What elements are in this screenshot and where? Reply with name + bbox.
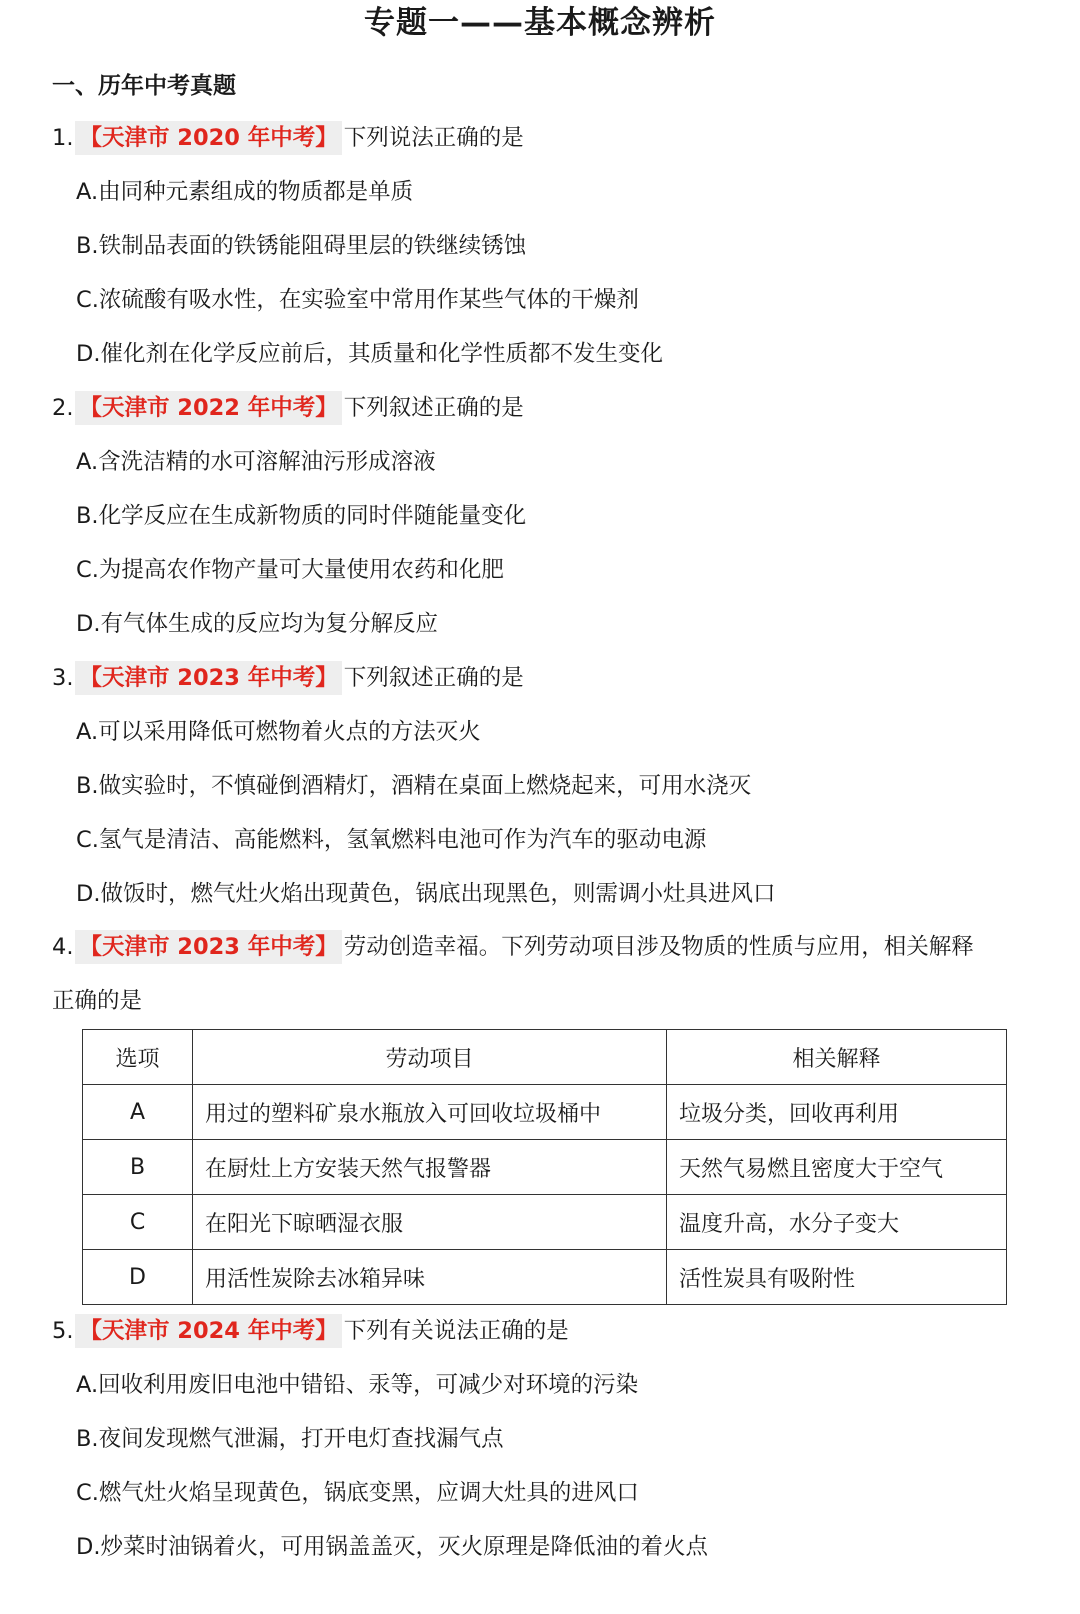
question-text: 下列叙述正确的是 [343, 665, 524, 691]
option: B.夜间发现燃气泄漏，打开电灯查找漏气点 [76, 1426, 504, 1452]
question-number: 2. [52, 395, 74, 421]
question-text: 下列有关说法正确的是 [343, 1318, 569, 1344]
option: A.含洗洁精的水可溶解油污形成溶液 [76, 449, 436, 475]
table-header-row [83, 1030, 1007, 1085]
option: D.有气体生成的反应均为复分解反应 [76, 611, 438, 637]
question-1-stem [52, 118, 524, 158]
table-header: 劳动项目 [193, 1030, 667, 1085]
table-row [83, 1195, 1007, 1250]
section-heading: 一、历年中考真题 [52, 73, 236, 99]
table-header: 选项 [83, 1030, 193, 1085]
table-cell: 垃圾分类，回收再利用 [667, 1085, 1007, 1140]
table-cell: 用过的塑料矿泉水瓶放入可回收垃圾桶中 [193, 1085, 667, 1140]
table-cell: D [83, 1250, 193, 1305]
source-tag: 【天津市 2023 年中考】 [75, 661, 341, 695]
table-cell: 在厨灶上方安装天然气报警器 [193, 1140, 667, 1195]
table-cell: 活性炭具有吸附性 [667, 1250, 1007, 1305]
table-row [83, 1085, 1007, 1140]
table-cell: 天然气易燃且密度大于空气 [667, 1140, 1007, 1195]
question-number: 4. [52, 934, 74, 960]
source-tag: 【天津市 2020 年中考】 [75, 121, 341, 155]
question-number: 5. [52, 1318, 74, 1344]
question-4-table [82, 1029, 1007, 1305]
table-cell: 在阳光下晾晒湿衣服 [193, 1195, 667, 1250]
option: C.浓硫酸有吸水性，在实验室中常用作某些气体的干燥剂 [76, 287, 639, 313]
question-text: 劳动创造幸福。下列劳动项目涉及物质的性质与应用，相关解释 [343, 934, 974, 960]
table-header: 相关解释 [667, 1030, 1007, 1085]
table-row [83, 1140, 1007, 1195]
question-3-stem [52, 658, 524, 698]
question-4-stem-continued: 正确的是 [52, 988, 143, 1014]
table-cell: C [83, 1195, 193, 1250]
question-text: 下列说法正确的是 [343, 125, 524, 151]
source-tag: 【天津市 2022 年中考】 [75, 391, 341, 425]
table-cell: B [83, 1140, 193, 1195]
option: A.由同种元素组成的物质都是单质 [76, 179, 414, 205]
option: C.氢气是清洁、高能燃料，氢氧燃料电池可作为汽车的驱动电源 [76, 827, 707, 853]
question-text: 下列叙述正确的是 [343, 395, 524, 421]
option: D.炒菜时油锅着火，可用锅盖盖灭，灭火原理是降低油的着火点 [76, 1534, 708, 1560]
question-number: 3. [52, 665, 74, 691]
table-cell: 温度升高，水分子变大 [667, 1195, 1007, 1250]
table-cell: 用活性炭除去冰箱异味 [193, 1250, 667, 1305]
option: B.做实验时，不慎碰倒酒精灯，酒精在桌面上燃烧起来，可用水浇灭 [76, 773, 752, 799]
question-2-stem [52, 388, 524, 428]
option: C.燃气灶火焰呈现黄色，锅底变黑，应调大灶具的进风口 [76, 1480, 639, 1506]
source-tag: 【天津市 2024 年中考】 [75, 1314, 341, 1348]
question-number: 1. [52, 125, 74, 151]
option: C.为提高农作物产量可大量使用农药和化肥 [76, 557, 504, 583]
option: A.回收利用废旧电池中错铅、汞等，可减少对环境的污染 [76, 1372, 639, 1398]
table-row [83, 1250, 1007, 1305]
question-5-stem [52, 1311, 569, 1351]
option: D.做饭时，燃气灶火焰出现黄色，锅底出现黑色，则需调小灶具进风口 [76, 881, 776, 907]
option: B.化学反应在生成新物质的同时伴随能量变化 [76, 503, 527, 529]
source-tag: 【天津市 2023 年中考】 [75, 930, 341, 964]
table-cell: A [83, 1085, 193, 1140]
question-4-stem [52, 927, 974, 967]
option: B.铁制品表面的铁锈能阻碍里层的铁继续锈蚀 [76, 233, 527, 259]
page-title: 专题一——基本概念辨析 [364, 5, 716, 41]
option: D.催化剂在化学反应前后，其质量和化学性质都不发生变化 [76, 341, 663, 367]
option: A.可以采用降低可燃物着火点的方法灭火 [76, 719, 481, 745]
